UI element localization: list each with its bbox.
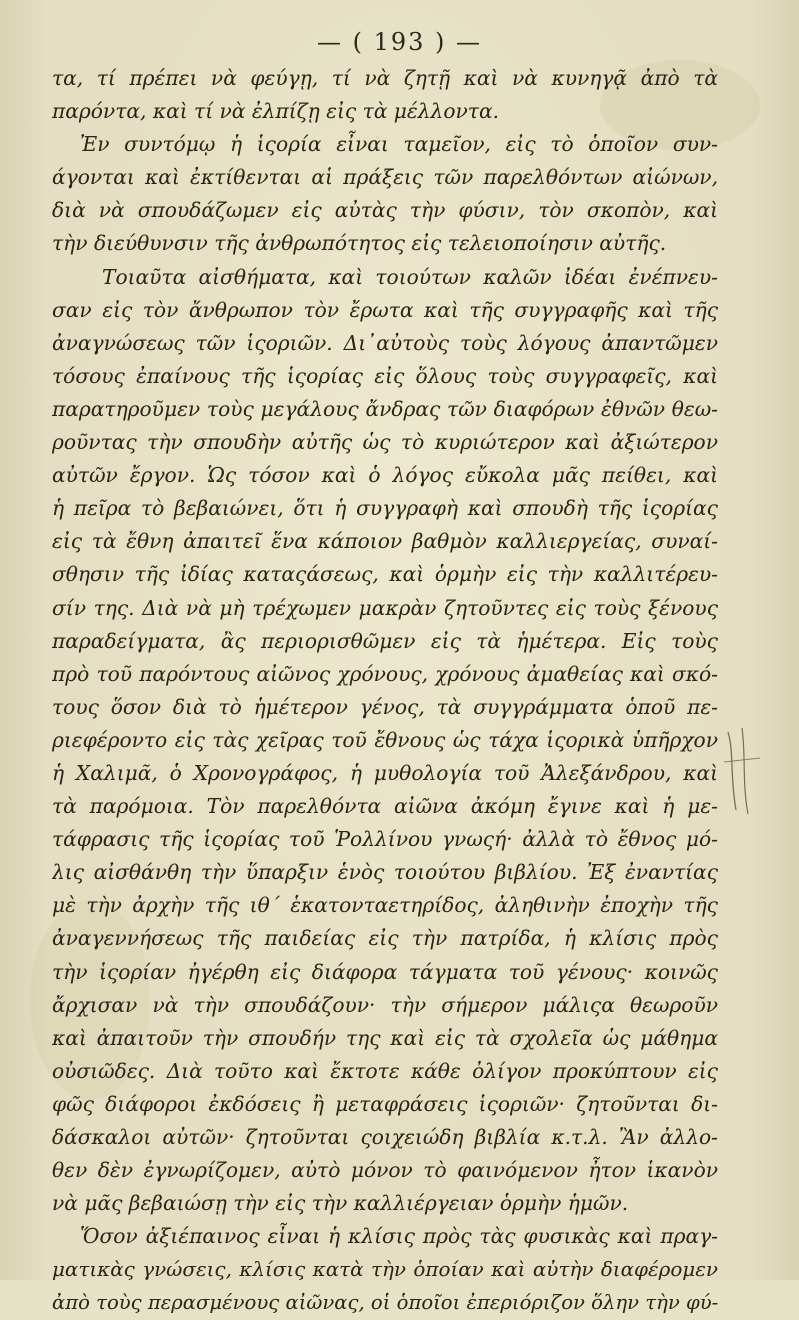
text-line: ἀναγεννήσεως τῆς παιδείας εἰς τὴν πατρίδα, ἡ κλίσις πρὸς [52, 926, 718, 951]
text-line: Ὅσον ἀξιέπαινος εἶναι ἡ κλίσις πρὸς τὰς φυσικὰς καὶ πραγ- [80, 1224, 718, 1249]
text-line: καὶ ἀπαιτοῦν τὴν σπουδήν της καὶ εἰς τὰ σχολεῖα ὡς μάθημα [52, 1025, 718, 1050]
text-line: παρατηροῦμεν τοὺς μεγάλους ἄνδρας τῶν διαφόρων ἐθνῶν θεω- [52, 396, 718, 421]
text-line: σίν της. Διὰ νὰ μὴ τρέχωμεν μακρὰν ζητοῦντες εἰς τοὺς ξένους [52, 595, 718, 620]
text-line: τους ὅσον διὰ τὸ ἡμέτερον γένος, τὰ συγγράμματα ὁποῦ πε- [52, 694, 718, 719]
text-line: ἡ πεῖρα τὸ βεβαιώνει, ὅτι ἡ συγγραφὴ καὶ σπουδὴ τῆς ἱςορίας [52, 496, 718, 521]
text-line: θεν δὲν ἐγνωρίζομεν, αὐτὸ μόνον τὸ φαινόμενον ἦτον ἱκανὸν [52, 1158, 718, 1183]
text-line: Τοιαῦτα αἰσθήματα, καὶ τοιούτων καλῶν ἰδέαι ἐνέπνευ- [102, 264, 718, 289]
text-line: φῶς διάφοροι ἐκδόσεις ἢ μεταφράσεις ἱςοριῶν· ζητοῦνται δι- [52, 1091, 718, 1116]
text-line: νὰ μᾶς βεβαιώσῃ τὴν εἰς τὴν καλλιέργειαν ὁρμὴν ἡμῶν. [52, 1191, 629, 1216]
text-line: διὰ νὰ σπουδάζωμεν εἰς αὐτὰς τὴν φύσιν, τὸν σκοπὸν, καὶ [52, 198, 718, 223]
page-number-header: — ( 193 ) — [316, 28, 483, 56]
text-line: τάφρασις τῆς ἱςορίας τοῦ Ῥολλίνου γνωςή· ἀλλὰ τὸ ἔθνος μό- [52, 827, 718, 852]
text-line: σθησιν τῆς ἰδίας καταςάσεως, καὶ ὁρμὴν εἰς τὴν καλλιτέρευ- [52, 562, 718, 587]
text-line: μὲ τὴν ἀρχὴν τῆς ιθ´ ἑκατονταετηρίδος, ἀληθινὴν ἐποχὴν τῆς [52, 893, 718, 918]
text-line: δάσκαλοι αὐτῶν· ζητοῦνται ςοιχειώδη βιβλία κ.τ.λ. Ἂν ἀλλο- [52, 1125, 718, 1149]
text-line: παρόντα, καὶ τί νὰ ἐλπίζῃ εἰς τὰ μέλλοντα. [52, 99, 499, 124]
text-line: τόσους ἐπαίνους τῆς ἱςορίας εἰς ὅλους τοὺς συγγραφεῖς, καὶ [52, 363, 718, 388]
text-line: ἀναγνώσεως τῶν ἱςοριῶν. Δι᾽αὐτοὺς τοὺς λόγους ἀπαντῶμεν [52, 330, 718, 355]
text-line: ροῦντας τὴν σπουδὴν αὐτῆς ὡς τὸ κυριώτερον καὶ ἀξιώτερον [52, 430, 718, 455]
text-line: τα, τί πρέπει νὰ φεύγῃ, τί νὰ ζητῇ καὶ νὰ κυνηγᾷ ἀπὸ τὰ [52, 66, 718, 90]
text-line: άγονται καὶ ἐκτίθενται αἱ πράξεις τῶν παρελθόντων αἰώνων, [52, 165, 718, 190]
text-line: οὐσιῶδες. Διὰ τοῦτο καὶ ἔκτοτε κάθε ὀλίγον προκύπτουν εἰς [52, 1058, 718, 1083]
text-line: εἰς τὰ ἔθνη ἀπαιτεῖ ἕνα κάποιον βαθμὸν καλλιεργείας, συναί- [52, 529, 718, 554]
text-line: αὐτῶν ἔργον. Ὡς τόσον καὶ ὁ λόγος εὔκολα μᾶς πείθει, καὶ [52, 463, 718, 488]
margin-handwriting-mark [720, 722, 770, 822]
text-line: σαν εἰς τὸν ἄνθρωπον τὸν ἔρωτα καὶ τῆς συγγραφῆς καὶ τῆς [52, 297, 718, 322]
text-line: τὴν ἱςορίαν ἠγέρθη εἰς διάφορα τάγματα τοῦ γένους· κοινῶς [52, 959, 718, 984]
text-line: παραδείγματα, ἂς περιορισθῶμεν εἰς τὰ ἡμέτερα. Εἰς τοὺς [52, 628, 718, 653]
text-line: τὴν διεύθυνσιν τῆς ἀνθρωπότητος εἰς τελειοποίησιν αὐτῆς. [52, 231, 667, 256]
text-line: ριεφέροντο εἰς τὰς χεῖρας τοῦ ἔθνους ὡς τάχα ἱςορικὰ ὑπῆρχον [52, 727, 718, 752]
text-line: Ἐν συντόμῳ ἡ ἱςορία εἶναι ταμεῖον, εἰς τὸ ὁποῖον συν- [80, 132, 718, 157]
page-body-text [52, 62, 718, 1320]
text-line: λις αἰσθάνθη τὴν ὕπαρξιν ἑνὸς τοιούτου βιβλίου. Ἐξ ἐναντίας [52, 860, 718, 885]
text-line: ἀπὸ τοὺς περασμένους αἰῶνας, οἱ ὁποῖοι ἐπεριόριζον ὅλην τὴν φύ- [52, 1291, 718, 1315]
text-line: ἄρχισαν νὰ τὴν σπουδάζουν· τὴν σήμερον μάλιςα θεωροῦν [52, 992, 718, 1017]
text-line: πρὸ τοῦ παρόντους αἰῶνος χρόνους, χρόνους ἀμαθείας καὶ σκό- [52, 661, 718, 686]
text-line: ἡ Χαλιμᾶ, ὁ Χρονογράφος, ἡ μυθολογία τοῦ Ἀλεξάνδρου, καὶ [52, 760, 718, 785]
text-line: τὰ παρόμοια. Τὸν παρελθόντα αἰῶνα ἀκόμη ἔγινε καὶ ἡ με- [52, 794, 718, 819]
text-line: ματικὰς γνώσεις, κλίσις κατὰ τὴν ὁποίαν καὶ αὐτὴν διαφέρομεν [52, 1258, 718, 1282]
